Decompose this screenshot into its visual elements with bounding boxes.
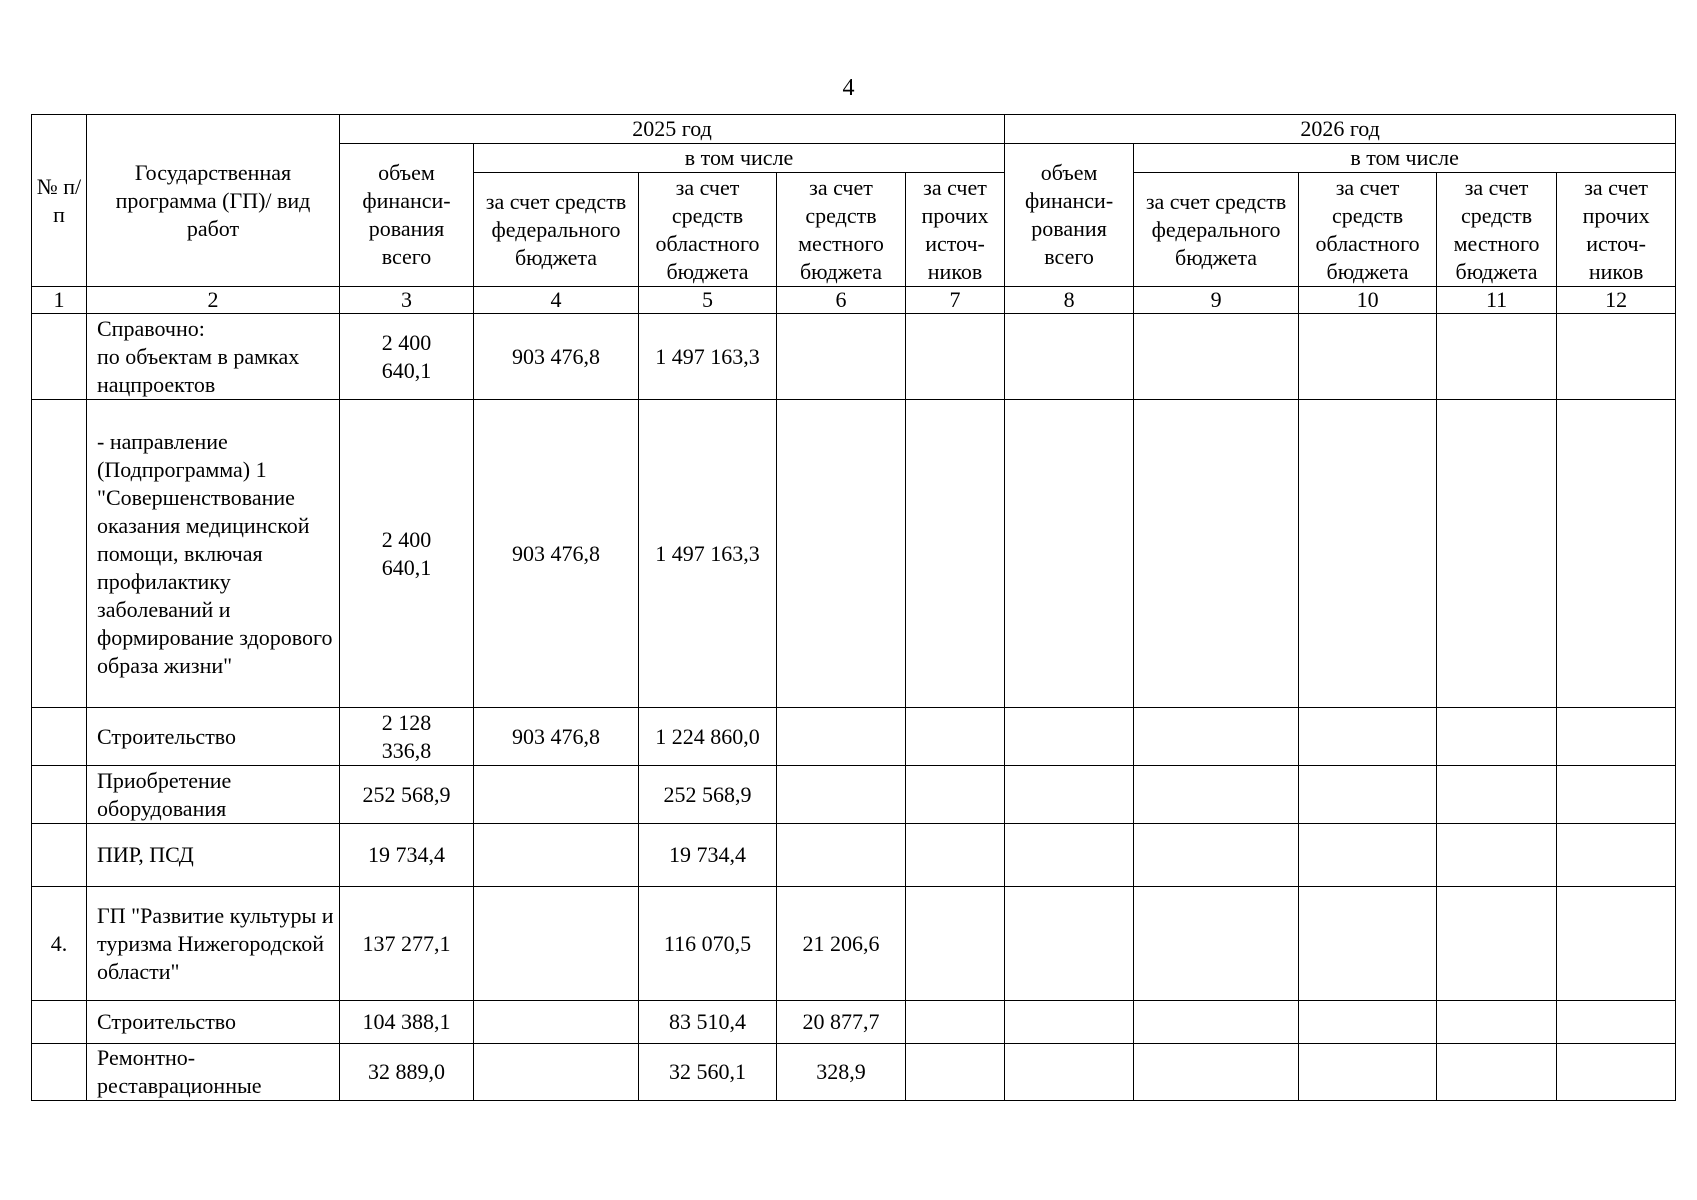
row-total-2025: 252 568,9: [340, 766, 474, 824]
row-other-2026: [1557, 887, 1676, 1001]
row-total-2026: [1005, 1044, 1134, 1101]
row-num: [32, 400, 87, 708]
row-regional-2025: 19 734,4: [639, 824, 777, 887]
row-federal-2025: [474, 824, 639, 887]
row-num: 4.: [32, 887, 87, 1001]
row-federal-2025: [474, 766, 639, 824]
row-regional-2025: 252 568,9: [639, 766, 777, 824]
header-num: № п/п: [32, 115, 87, 287]
header-program: Государственная программа (ГП)/ вид работ: [87, 115, 340, 287]
row-local-2025: 328,9: [777, 1044, 906, 1101]
row-federal-2026: [1134, 708, 1299, 766]
table-row: [32, 708, 1676, 766]
row-local-2026: [1437, 400, 1557, 708]
row-other-2026: [1557, 824, 1676, 887]
row-other-2025: [906, 708, 1005, 766]
column-numbers-row: [32, 287, 1676, 314]
row-regional-2025: 83 510,4: [639, 1001, 777, 1044]
column-number: 4: [474, 287, 639, 314]
table-row: [32, 400, 1676, 708]
row-name: ГП "Развитие культуры и туризма Нижегородской области": [87, 887, 340, 1001]
column-number: 12: [1557, 287, 1676, 314]
column-number: 1: [32, 287, 87, 314]
row-num: [32, 1001, 87, 1044]
row-other-2026: [1557, 1044, 1676, 1101]
row-local-2025: 20 877,7: [777, 1001, 906, 1044]
row-regional-2026: [1299, 887, 1437, 1001]
row-num: [32, 708, 87, 766]
row-name: Ремонтно-реставрационные: [87, 1044, 340, 1101]
row-name: - направление (Подпрограмма) 1 "Совершенствование оказания медицинской помощи, включая профилактику заболеваний и формирование здорового образа жизни": [87, 400, 340, 708]
row-regional-2026: [1299, 766, 1437, 824]
column-number: 9: [1134, 287, 1299, 314]
column-number: 10: [1299, 287, 1437, 314]
row-federal-2025: [474, 887, 639, 1001]
table-row: [32, 1044, 1676, 1101]
row-federal-2026: [1134, 1044, 1299, 1101]
header-other-2025: за счет прочих источ-ников: [906, 173, 1005, 287]
row-total-2025: 32 889,0: [340, 1044, 474, 1101]
row-regional-2026: [1299, 824, 1437, 887]
row-other-2025: [906, 887, 1005, 1001]
column-number: 7: [906, 287, 1005, 314]
row-num: [32, 766, 87, 824]
row-local-2025: [777, 766, 906, 824]
row-regional-2026: [1299, 400, 1437, 708]
row-federal-2026: [1134, 314, 1299, 400]
table-header: [32, 115, 1676, 287]
row-regional-2025: 1 497 163,3: [639, 400, 777, 708]
row-num: [32, 1044, 87, 1101]
row-federal-2025: 903 476,8: [474, 314, 639, 400]
page-number: 4: [842, 75, 855, 101]
budget-table: [31, 114, 1676, 1101]
row-other-2025: [906, 1001, 1005, 1044]
row-total-2026: [1005, 314, 1134, 400]
row-other-2025: [906, 314, 1005, 400]
table-body: [32, 287, 1676, 1101]
row-other-2025: [906, 824, 1005, 887]
row-federal-2025: 903 476,8: [474, 708, 639, 766]
row-name: Строительство: [87, 708, 340, 766]
header-federal-2025: за счет средств федерального бюджета: [474, 173, 639, 287]
column-number: 3: [340, 287, 474, 314]
header-total-2026: объем финанси-рования всего: [1005, 144, 1134, 287]
row-local-2025: [777, 314, 906, 400]
row-other-2026: [1557, 708, 1676, 766]
row-federal-2025: [474, 1044, 639, 1101]
header-year-2025: 2025 год: [340, 115, 1005, 144]
row-regional-2026: [1299, 1001, 1437, 1044]
table-row: [32, 766, 1676, 824]
row-local-2026: [1437, 708, 1557, 766]
column-number: 11: [1437, 287, 1557, 314]
row-regional-2025: 116 070,5: [639, 887, 777, 1001]
row-regional-2026: [1299, 708, 1437, 766]
row-other-2025: [906, 1044, 1005, 1101]
row-regional-2025: 32 560,1: [639, 1044, 777, 1101]
row-total-2025: 19 734,4: [340, 824, 474, 887]
row-name: ПИР, ПСД: [87, 824, 340, 887]
row-federal-2026: [1134, 824, 1299, 887]
row-local-2026: [1437, 766, 1557, 824]
row-federal-2025: 903 476,8: [474, 400, 639, 708]
row-local-2026: [1437, 824, 1557, 887]
row-total-2025: 2 128 336,8: [340, 708, 474, 766]
row-total-2026: [1005, 1001, 1134, 1044]
header-other-2026: за счет прочих источ-ников: [1557, 173, 1676, 287]
row-local-2025: 21 206,6: [777, 887, 906, 1001]
column-number: 6: [777, 287, 906, 314]
row-local-2025: [777, 708, 906, 766]
row-num: [32, 314, 87, 400]
row-total-2026: [1005, 766, 1134, 824]
row-local-2025: [777, 824, 906, 887]
row-local-2026: [1437, 887, 1557, 1001]
header-regional-2026: за счет средств областного бюджета: [1299, 173, 1437, 287]
row-local-2026: [1437, 1044, 1557, 1101]
row-total-2026: [1005, 824, 1134, 887]
row-other-2026: [1557, 766, 1676, 824]
table-row: [32, 887, 1676, 1001]
header-local-2025: за счет средств местного бюджета: [777, 173, 906, 287]
row-regional-2026: [1299, 1044, 1437, 1101]
column-number: 5: [639, 287, 777, 314]
row-regional-2026: [1299, 314, 1437, 400]
row-local-2026: [1437, 314, 1557, 400]
header-local-2026: за счет средств местного бюджета: [1437, 173, 1557, 287]
row-federal-2026: [1134, 887, 1299, 1001]
row-other-2025: [906, 766, 1005, 824]
row-total-2025: 2 400 640,1: [340, 314, 474, 400]
header-regional-2025: за счет средств областного бюджета: [639, 173, 777, 287]
row-total-2025: 2 400 640,1: [340, 400, 474, 708]
row-regional-2025: 1 497 163,3: [639, 314, 777, 400]
table-row: [32, 314, 1676, 400]
row-local-2026: [1437, 1001, 1557, 1044]
row-federal-2025: [474, 1001, 639, 1044]
row-total-2026: [1005, 400, 1134, 708]
row-total-2026: [1005, 708, 1134, 766]
row-total-2025: 104 388,1: [340, 1001, 474, 1044]
row-federal-2026: [1134, 400, 1299, 708]
header-including-2025: в том числе: [474, 144, 1005, 173]
table-row: [32, 824, 1676, 887]
column-number: 2: [87, 287, 340, 314]
row-total-2026: [1005, 887, 1134, 1001]
header-total-2025: объем финанси-рования всего: [340, 144, 474, 287]
row-federal-2026: [1134, 766, 1299, 824]
row-local-2025: [777, 400, 906, 708]
header-including-2026: в том числе: [1134, 144, 1676, 173]
table-row: [32, 1001, 1676, 1044]
row-other-2026: [1557, 400, 1676, 708]
row-total-2025: 137 277,1: [340, 887, 474, 1001]
header-federal-2026: за счет средств федерального бюджета: [1134, 173, 1299, 287]
header-year-2026: 2026 год: [1005, 115, 1676, 144]
row-name: Строительство: [87, 1001, 340, 1044]
row-other-2026: [1557, 314, 1676, 400]
row-regional-2025: 1 224 860,0: [639, 708, 777, 766]
row-num: [32, 824, 87, 887]
row-name: Приобретение оборудования: [87, 766, 340, 824]
row-name: Справочно: по объектам в рамках нацпроектов: [87, 314, 340, 400]
row-other-2026: [1557, 1001, 1676, 1044]
row-other-2025: [906, 400, 1005, 708]
column-number: 8: [1005, 287, 1134, 314]
row-federal-2026: [1134, 1001, 1299, 1044]
